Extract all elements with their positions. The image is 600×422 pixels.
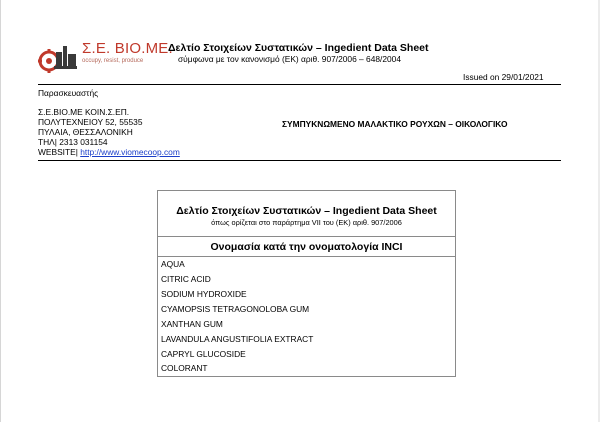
address-line: ΠΥΛΑΙΑ, ΘΕΣΣΑΛΟΝΙΚΗ <box>38 127 133 137</box>
ingredient-row: XANTHAN GUM <box>161 319 223 329</box>
manufacturer-label: Παρασκευαστής <box>38 88 99 98</box>
table-divider <box>158 236 455 237</box>
address-line: Σ.Ε.ΒΙΟ.ΜΕ ΚΟΙΝ.Σ.ΕΠ. <box>38 107 130 117</box>
logo-tagline: occupy, resist, produce <box>82 58 144 64</box>
page-left-border <box>0 0 1 422</box>
document-subtitle: σύμφωνα με τον κανονισμό (ΕΚ) αριθ. 907/2006 – 648/2004 <box>178 54 401 64</box>
ingredient-row: LAVANDULA ANGUSTIFOLIA EXTRACT <box>161 334 314 344</box>
ingredient-row: SODIUM HYDROXIDE <box>161 289 247 299</box>
table-title: Δελτίο Στοιχείων Συστατικών – Ingedient Data Sheet <box>176 205 437 217</box>
company-logo <box>38 40 173 74</box>
header-divider <box>38 84 561 85</box>
inci-header: Ονομασία κατά την ονοματολογία INCI <box>210 241 403 253</box>
website-line <box>38 147 180 157</box>
ingredient-row: CYAMOPSIS TETRAGONOLOBA GUM <box>161 304 310 314</box>
ingredient-row: CITRIC ACID <box>161 274 211 284</box>
document-title: Δελτίο Στοιχείων Συστατικών – Ingedient Data Sheet <box>168 42 429 54</box>
product-name: ΣΥΜΠΥΚΝΩΜΕΝΟ ΜΑΛΑΚΤΙΚΟ ΡΟΥΧΩΝ – ΟΙΚΟΛΟΓΙΚΟ <box>282 119 508 129</box>
website-label: WEBSITE| <box>38 147 78 157</box>
table-subtitle: όπως ορίζεται στο παράρτημα VII του (ΕΚ) αριθ. 907/2006 <box>211 218 402 227</box>
factory-gear-icon <box>38 40 78 74</box>
ingredient-table <box>157 190 456 377</box>
address-line: ΤΗΛ| 2313 031154 <box>38 137 108 147</box>
table-divider <box>158 256 455 257</box>
address-line: ΠΟΛΥΤΕΧΝΕΙΟΥ 52, 55535 <box>38 117 143 127</box>
logo-name: Σ.Ε. ΒΙΟ.ΜΕ. <box>82 40 173 57</box>
website-link[interactable]: http://www.viomecoop.com <box>80 147 180 157</box>
issue-date: Issued on 29/01/2021 <box>463 72 544 82</box>
section-divider <box>38 160 561 161</box>
ingredient-row: COLORANT <box>161 363 208 373</box>
ingredient-row: AQUA <box>161 259 185 269</box>
ingredient-row: CAPRYL GLUCOSIDE <box>161 349 246 359</box>
